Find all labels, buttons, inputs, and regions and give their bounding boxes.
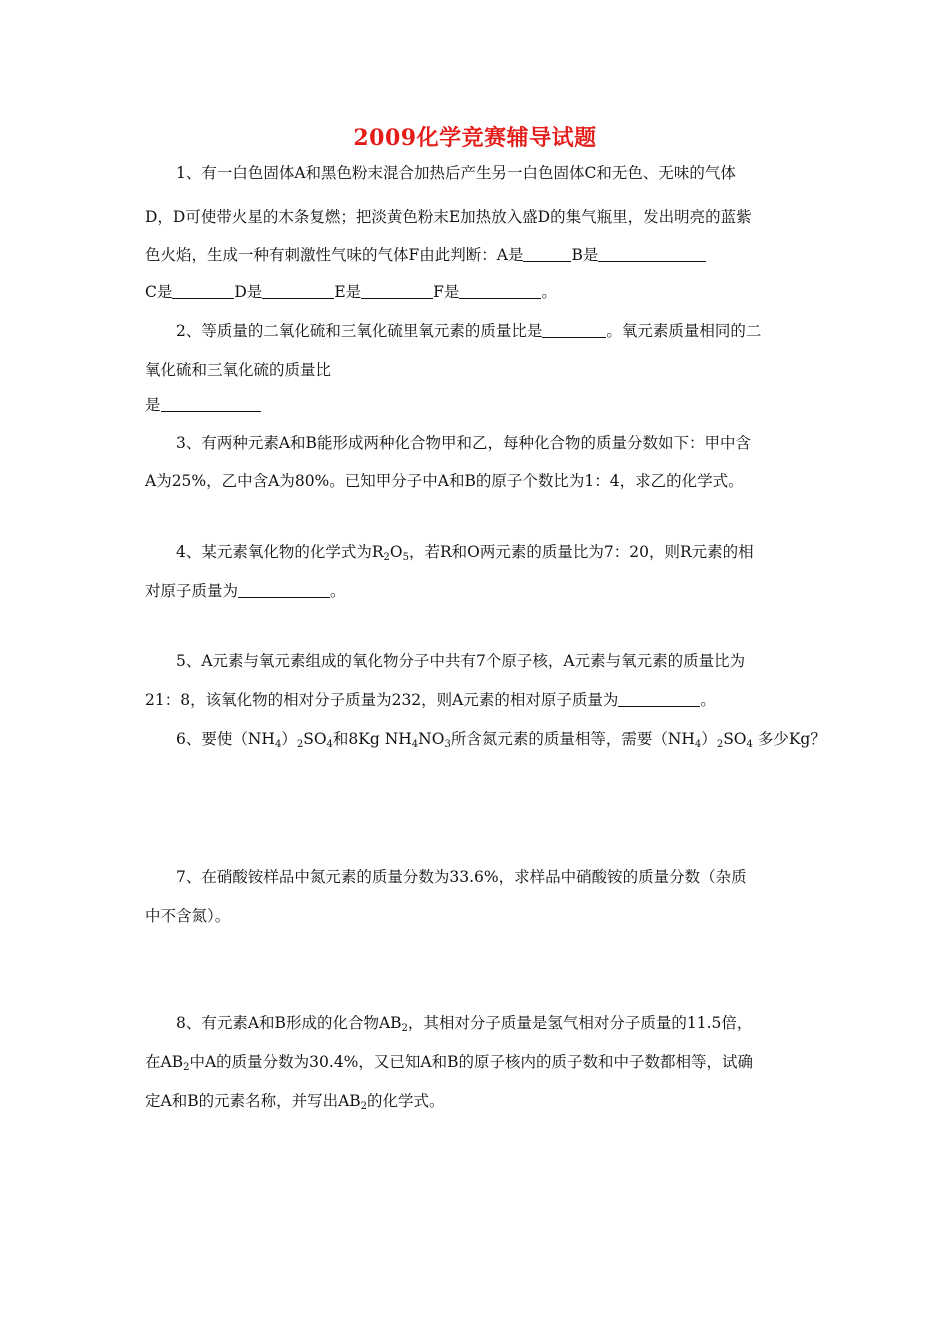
- answer-blank-d[interactable]: [262, 282, 334, 299]
- q5-end: 。: [700, 691, 716, 709]
- q4-line-2: [145, 580, 346, 602]
- answer-blank-q2-1[interactable]: [542, 321, 606, 338]
- q6-text: 多少Kg？: [752, 730, 826, 748]
- q1-line-3: [145, 244, 706, 266]
- q4-line-1: [176, 541, 754, 563]
- q8-text: 定A和B的元素名称，并写出AB: [145, 1092, 361, 1110]
- q6-text: SO: [723, 730, 747, 748]
- q8-text: 的化学式。: [367, 1092, 445, 1110]
- document-title: 2009化学竞赛辅导试题: [353, 125, 597, 151]
- q5-line-2: [145, 689, 716, 711]
- q4-text-c: ，若R和O两元素的质量比为7：20，则R元素的相: [409, 543, 754, 561]
- subscript: 4: [411, 739, 419, 750]
- q2-text-b: 。氧元素质量相同的二: [606, 322, 762, 340]
- subscript: 2: [383, 552, 390, 563]
- answer-blank-q5[interactable]: [618, 690, 700, 707]
- q1-text-e: E是: [334, 283, 362, 301]
- q2-text-c: 是: [145, 396, 161, 414]
- answer-blank-b[interactable]: [598, 245, 706, 262]
- q5-text-a: 21：8，该氧化物的相对分子质量为232，则A元素的相对原子质量为: [145, 691, 619, 709]
- answer-blank-f[interactable]: [459, 282, 541, 299]
- q1-line-2: D，D可使带火星的木条复燃；把淡黄色粉末E加热放入盛D的集气瓶里，发出明亮的蓝紫: [145, 208, 752, 226]
- q2-line-3: [145, 394, 261, 416]
- q4-text-b: O: [389, 543, 403, 561]
- q1-text-d: D是: [234, 283, 263, 301]
- q8-text: 中A的质量分数为30.4%，又已知A和B的原子核内的质子数和中子数都相等，试确: [189, 1053, 753, 1071]
- q6-text: SO: [303, 730, 327, 748]
- q6-line-1: [176, 728, 826, 750]
- subscript: 2: [360, 1101, 368, 1112]
- q4-end: 。: [330, 582, 346, 600]
- subscript: 4: [326, 739, 333, 750]
- q2-text-a: 2、等质量的二氧化硫和三氧化硫里氧元素的质量比是: [176, 322, 543, 340]
- q4-text-a: 4、某元素氧化物的化学式为R: [176, 543, 384, 561]
- q1-text-f: F是: [433, 283, 460, 301]
- q1-end: 。: [541, 283, 557, 301]
- q8-text: 在AB: [145, 1053, 184, 1071]
- q4-text-d: 对原子质量为: [145, 582, 239, 600]
- q8-text: 8、有元素A和B形成的化合物AB: [176, 1014, 402, 1032]
- q8-line-3: [145, 1090, 445, 1112]
- q7-line-1: 7、在硝酸铵样品中氮元素的质量分数为33.6%，求样品中硝酸铵的质量分数（杂质: [176, 868, 747, 886]
- subscript: 2: [401, 1023, 408, 1034]
- subscript: 2: [716, 739, 724, 750]
- q7-line-2: 中不含氮）。: [145, 907, 231, 925]
- answer-blank-a[interactable]: [523, 245, 571, 262]
- q5-line-1: 5、A元素与氧元素组成的氧化物分子中共有7个原子核，A元素与氧元素的质量比为: [176, 652, 746, 670]
- answer-blank-q2-2[interactable]: [161, 395, 261, 412]
- q6-text: NO: [418, 730, 445, 748]
- q3-line-2: A为25%，乙中含A为80%。已知甲分子中A和B的原子个数比为1：4，求乙的化学式。: [145, 472, 744, 490]
- q6-text: ）: [701, 730, 717, 748]
- q8-text: ，其相对分子质量是氢气相对分子质量的11.5倍，: [407, 1014, 753, 1032]
- subscript: 4: [746, 739, 753, 750]
- subscript: 4: [694, 739, 702, 750]
- q8-line-1: [176, 1012, 752, 1034]
- subscript: 4: [274, 739, 282, 750]
- q2-line-2: 氧化硫和三氧化硫的质量比: [145, 361, 332, 379]
- q1-text-b: B是: [571, 246, 599, 264]
- q6-text: 和8Kg NH: [332, 730, 412, 748]
- q3-line-1: 3、有两种元素A和B能形成两种化合物甲和乙，每种化合物的质量分数如下：甲中含: [176, 434, 751, 452]
- q1-line-4: [145, 281, 557, 303]
- q1-line-1: 1、有一白色固体A和黑色粉末混合加热后产生另一白色固体C和无色、无味的气体: [176, 164, 736, 182]
- q2-line-1: [176, 320, 761, 342]
- answer-blank-q4[interactable]: [238, 581, 330, 598]
- q6-text: 6、要使（NH: [176, 730, 275, 748]
- answer-blank-e[interactable]: [361, 282, 433, 299]
- q6-text: ）: [281, 730, 297, 748]
- answer-blank-c[interactable]: [172, 282, 234, 299]
- q1-text-c: C是: [145, 283, 173, 301]
- subscript: 3: [444, 739, 451, 750]
- subscript: 5: [402, 552, 410, 563]
- q1-text-a: 色火焰，生成一种有刺激性气味的气体F由此判断：A是: [145, 246, 524, 264]
- q8-line-2: [145, 1051, 753, 1073]
- subscript: 2: [183, 1062, 190, 1073]
- q6-text: 所含氮元素的质量相等，需要（NH: [450, 730, 695, 748]
- subscript: 2: [296, 739, 304, 750]
